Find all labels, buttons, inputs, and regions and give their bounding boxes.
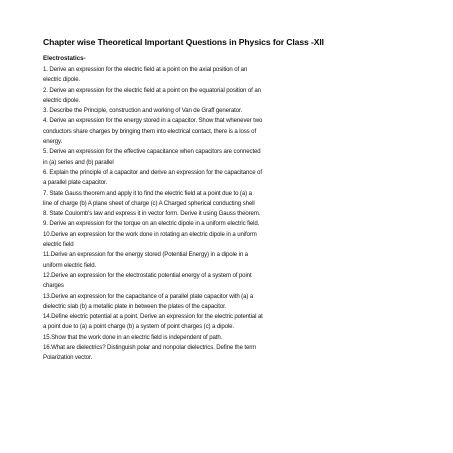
question-line: 14.Define electric potential at a point. Derive an expression for the electric potential at xyxy=(43,313,263,321)
question-line: electric dipole. xyxy=(43,76,81,84)
question-line: 9. Derive an expression for the torque on an electric dipole in a uniform electric field. xyxy=(43,220,260,228)
question-line: 8. State Coulomb's law and express it in vector form. Derive it using Gauss theorem. xyxy=(43,210,261,218)
question-list xyxy=(43,65,443,364)
question-line: in (a) series and (b) parallel xyxy=(43,158,114,166)
question-line: 15.Show that the work done in an electric field is independent of path. xyxy=(43,333,223,341)
question-line: line of charge (b) A plane sheet of charge (c) A Charged spherical conducting shell xyxy=(43,199,255,207)
question-line: a point due to (a) a point charge (b) a system of point charges (c) a dipole. xyxy=(43,323,234,331)
document-title: Chapter wise Theoretical Important Questions in Physics for Class -XII xyxy=(43,37,324,47)
question-line: uniform electric field. xyxy=(43,261,97,269)
question-line: Polarization vector. xyxy=(43,354,93,362)
question-line: 3. Describe the Principle, construction and working of Van de Graff generator. xyxy=(43,107,243,115)
question-line: 6. Explain the principle of a capacitor and derive an expression for the capacitance of xyxy=(43,168,262,176)
question-line: 16.What are dielectrics? Distinguish polar and nonpolar dielectrics. Define the term xyxy=(43,344,257,352)
question-line: 13.Derive an expression for the capacitance of a parallel plate capacitor with (a) a xyxy=(43,292,254,300)
question-line: dielectric slab (b) a metallic plate in between the plates of the capacitor. xyxy=(43,302,227,310)
section-heading: Electrostatics- xyxy=(43,55,86,62)
question-line: a parallel plate capacitor. xyxy=(43,179,108,187)
question-line: charges xyxy=(43,282,64,290)
question-line: electric field xyxy=(43,241,74,249)
question-line: 5. Derive an expression for the effective capacitance when capacitors are connected xyxy=(43,148,261,156)
question-line: electric dipole. xyxy=(43,96,81,104)
question-line: 1. Derive an expression for the electric field at a point on the axial position of an xyxy=(43,66,248,73)
question-line: 10.Derive an expression for the work done in rotating an electric dipole in a uniform xyxy=(43,230,257,238)
question-line: 4. Derive an expression for the energy stored in a capacitor. Show that whenever two xyxy=(43,117,263,125)
question-line: energy. xyxy=(43,138,63,146)
question-line: conductors share charges by bringing them into electrical contact, there is a loss of xyxy=(43,127,257,135)
question-line: 2. Derive an expression for the electric field at a point on the equatorial position of an xyxy=(43,86,261,94)
question-line: 12.Derive an expression for the electrostatic potential energy of a system of point xyxy=(43,271,252,279)
question-line: 11.Derive an expression for the energy stored (Potential Energy) in a dipole in a xyxy=(43,251,248,259)
question-line: 7. State Gauss theorem and apply it to find the electric field at a point due to (a) a xyxy=(43,189,252,197)
